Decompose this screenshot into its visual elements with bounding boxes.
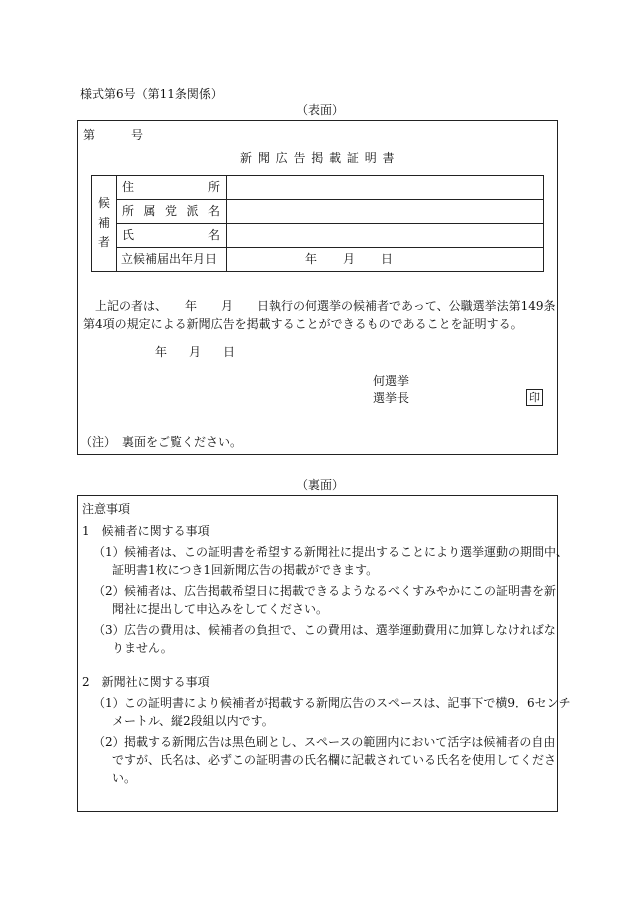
- party-field[interactable]: [227, 200, 544, 224]
- issuer-election: 何選挙: [373, 374, 410, 388]
- front-panel: [77, 120, 558, 455]
- s2-item-2-line-1: 掲載する新聞広告は黒色刷とし、スペースの範囲内において活字は候補者の自由: [124, 735, 556, 749]
- s2-item-1-line-1: この証明書により候補者が掲載する新聞広告のスペースは、記事下で横9．6センチ: [124, 696, 571, 710]
- front-label: （表面）: [296, 103, 345, 117]
- s2-item-2-num: （2）: [93, 735, 125, 749]
- address-field[interactable]: [227, 176, 544, 200]
- s1-item-2-line-1: 候補者は、広告掲載希望日に掲載できるようなるべくすみやかにこの証明書を新: [124, 584, 557, 598]
- issuer-officer: 選挙長: [373, 391, 410, 405]
- number-suffix: 号: [131, 128, 144, 142]
- s1-item-3-num: （3）: [93, 623, 125, 637]
- s1-item-2-num: （2）: [93, 584, 125, 598]
- issue-date: 年 月 日: [155, 345, 236, 359]
- s1-item-1-line-2: 証明書1枚につき1回新聞広告の掲載ができます。: [112, 563, 379, 577]
- name-label: 氏 名: [117, 224, 227, 248]
- filing-date-field[interactable]: 年 月 日: [227, 248, 544, 272]
- number-prefix: 第: [83, 128, 96, 142]
- s1-item-3-line-1: 広告の費用は、候補者の負担で、この費用は、選挙運動費用に加算しなければな: [124, 623, 556, 637]
- candidate-side-label: 候 補 者: [92, 176, 117, 272]
- party-label: 所 属 党 派 名: [117, 200, 227, 224]
- statement-line-2: 第4項の規定による新聞広告を掲載することができるものであることを証明する。: [83, 317, 523, 331]
- s1-item-1-num: （1）: [93, 545, 125, 559]
- section-1-title: 1 候補者に関する事項: [82, 524, 210, 538]
- candidate-table: [91, 175, 544, 272]
- front-note: （注） 裏面をご覧ください。: [80, 435, 243, 449]
- back-label: （裏面）: [296, 478, 345, 492]
- s2-item-1-num: （1）: [93, 696, 125, 710]
- notes-heading: 注意事項: [82, 502, 131, 516]
- filing-date-label: 立候補届出年月日: [117, 248, 227, 272]
- form-id: 様式第6号（第11条関係）: [80, 87, 223, 101]
- statement-line-1: 上記の者は、 年 月 日執行の何選挙の候補者であって、公職選挙法第149条: [95, 299, 556, 313]
- s2-item-2-line-3: い。: [112, 771, 137, 785]
- section-2-title: 2 新聞社に関する事項: [82, 675, 210, 689]
- s2-item-1-line-2: メートル、縦2段組以内です。: [112, 714, 274, 728]
- s1-item-1-line-1: 候補者は、この証明書を希望する新聞社に提出することにより選挙運動の期間中、: [124, 545, 569, 559]
- seal-mark: 印: [526, 389, 543, 406]
- s2-item-2-line-2: ですが、氏名は、必ずこの証明書の氏名欄に記載されている氏名を使用してくださ: [112, 753, 557, 767]
- s1-item-3-line-2: りません。: [112, 641, 173, 655]
- address-label: 住 所: [117, 176, 227, 200]
- s1-item-2-line-2: 聞社に提出して申込みをしてください。: [112, 602, 329, 616]
- name-field[interactable]: [227, 224, 544, 248]
- document-title: 新 聞 広 告 掲 載 証 明 書: [240, 151, 396, 165]
